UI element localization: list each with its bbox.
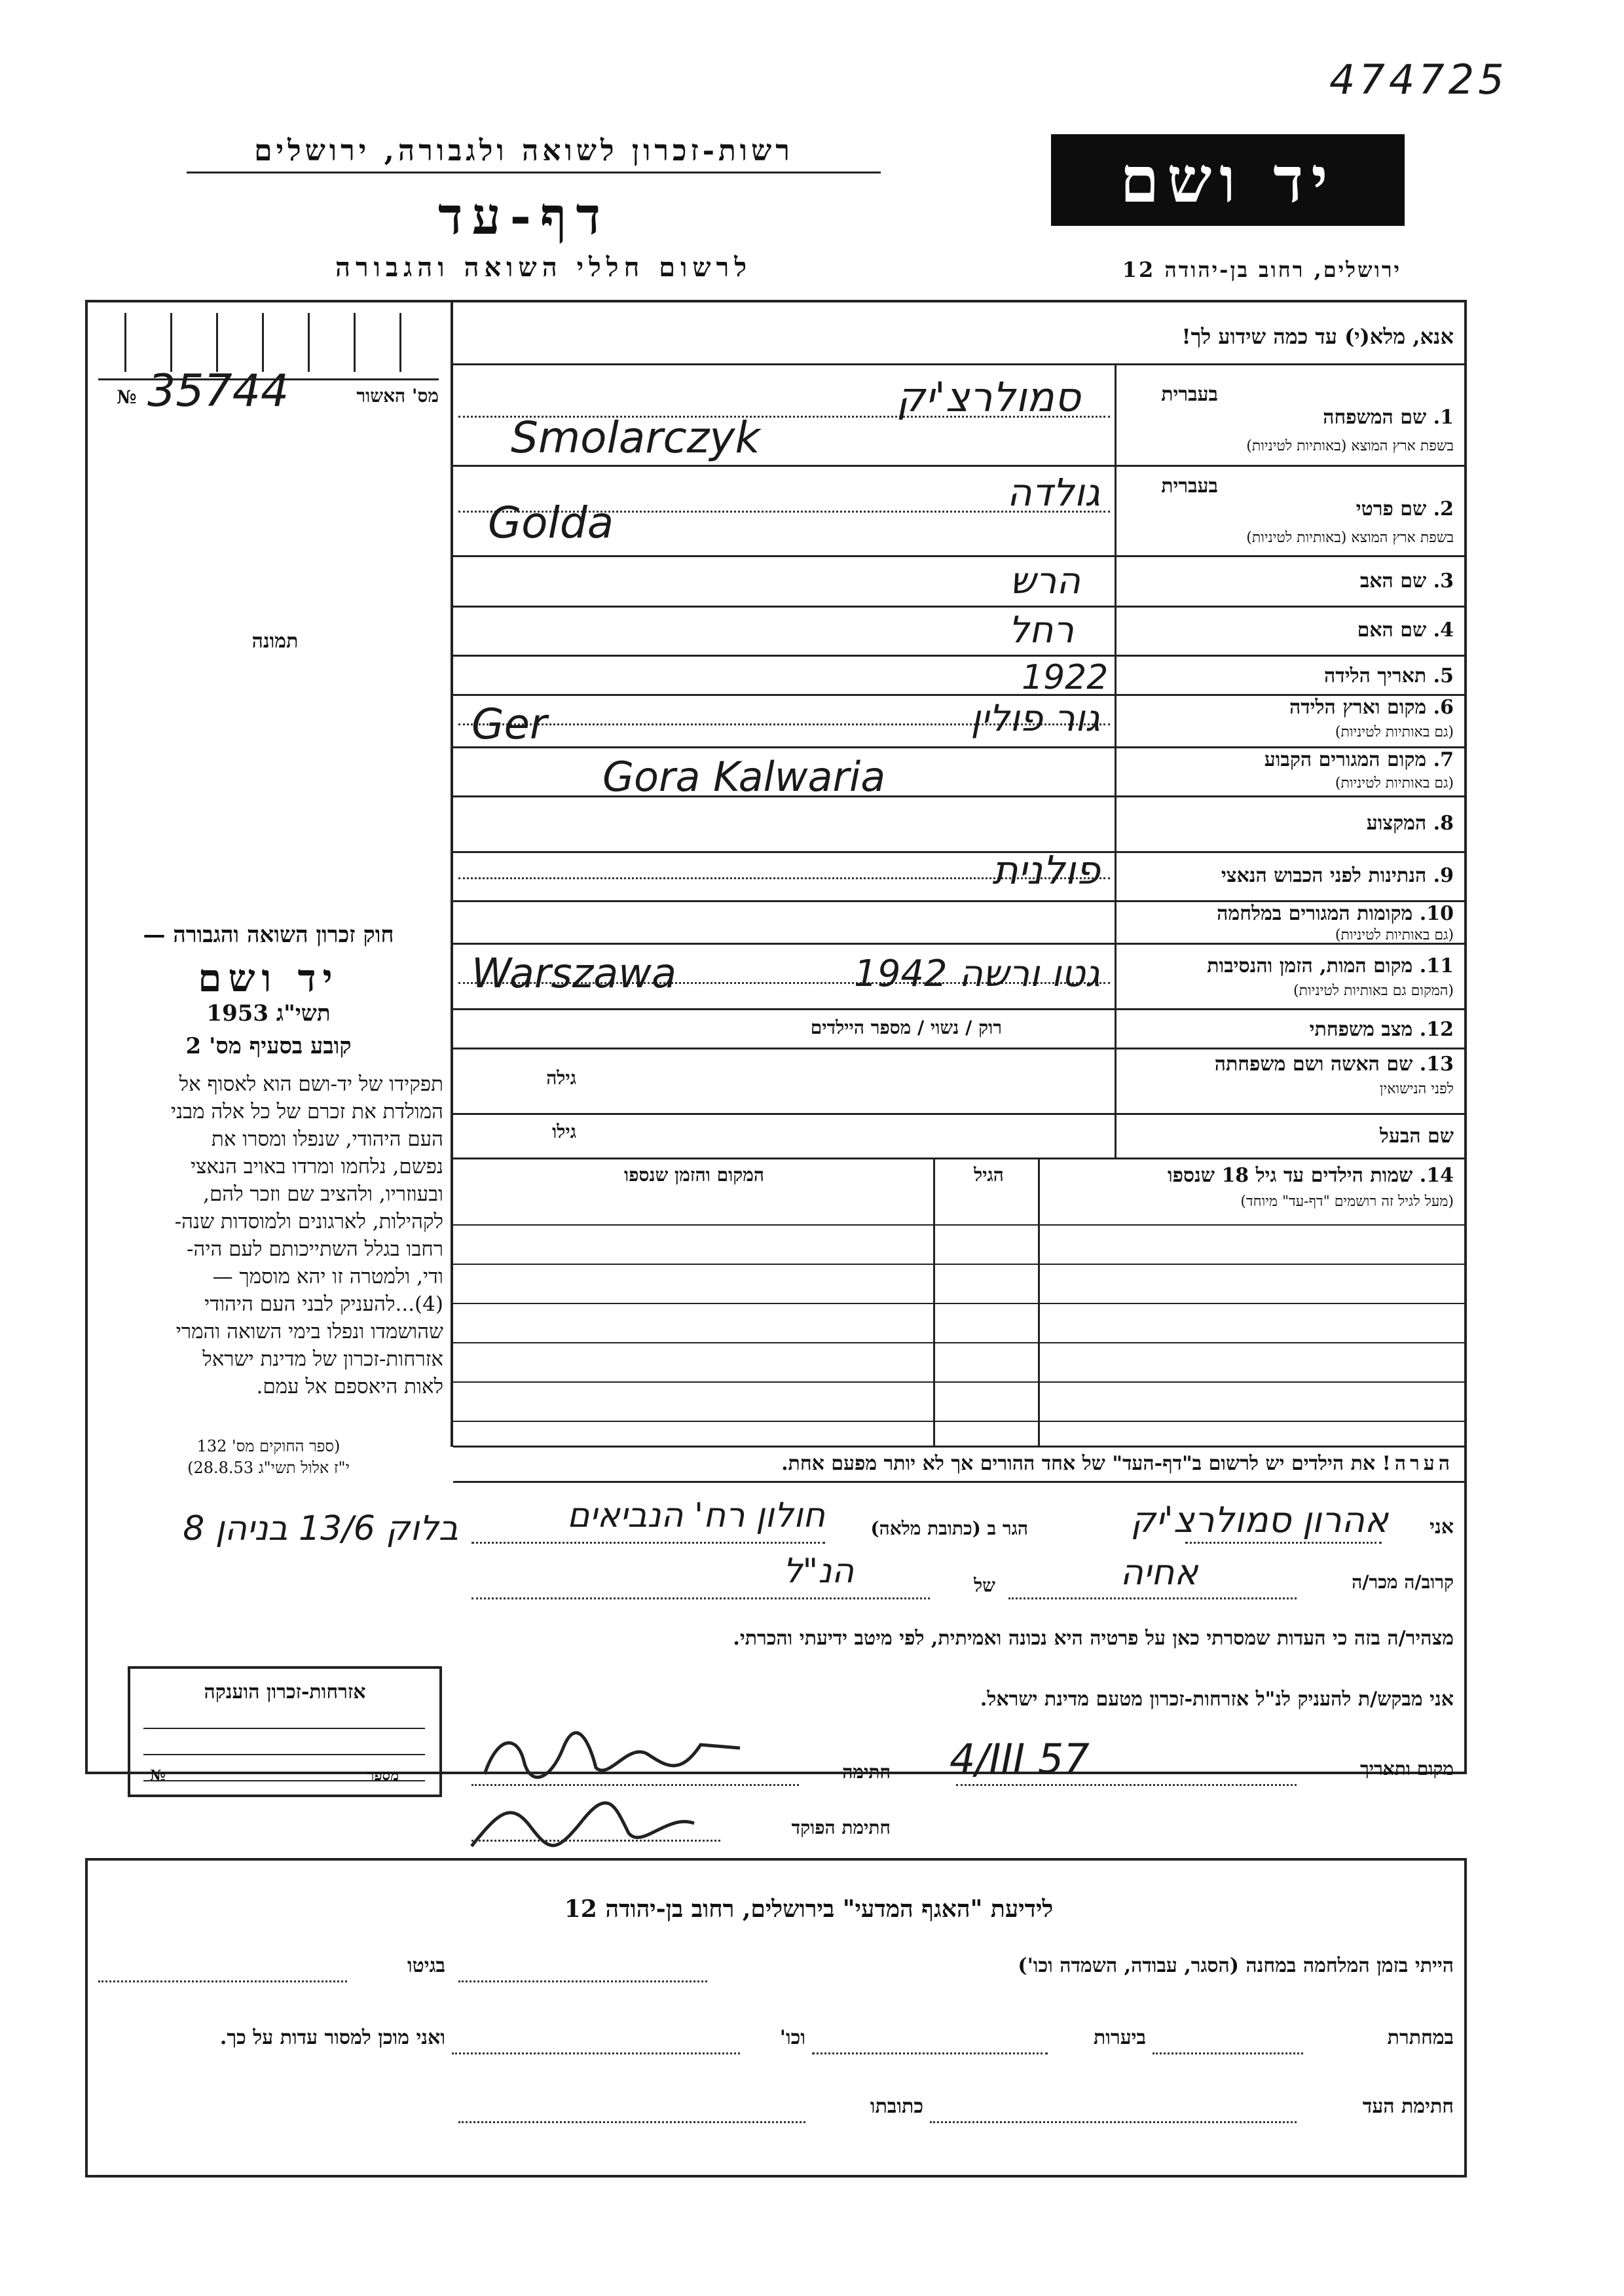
f7-label-text: מקום המגורים הקבוע (1264, 748, 1427, 771)
form-title: דף-עד (438, 187, 610, 246)
f7-num: 7. (1433, 748, 1454, 771)
footer-line1-b: בגיטו (407, 1954, 445, 1977)
law-ref-2: י"ז אלול תשי"ג 28.8.53) (187, 1459, 350, 1477)
decl-request-text: אני מבקש/ת להעניק לנ"ל אזרחות-זכרון מטעם מדינת ישראל. (980, 1688, 1454, 1711)
f10-label (1126, 902, 1454, 925)
row-rule (453, 655, 1467, 657)
decl-address-cont: בלוק 13/6 בניהן 8 (183, 1509, 458, 1548)
official-signature (458, 1787, 733, 1859)
f6-num: 6. (1433, 696, 1454, 719)
f13b-age-label: גילו (552, 1121, 576, 1142)
row-rule (453, 1048, 1467, 1049)
children-row (453, 1421, 1467, 1422)
f8-num: 8. (1433, 812, 1454, 835)
f14-label (1048, 1164, 1454, 1187)
footer-line2-a: במחתרת (1387, 2026, 1454, 2049)
f11-label-text: מקום המות, הזמן והנסיבות (1207, 955, 1413, 977)
f6-sub: (גם באותיות לטיניות) (1335, 724, 1454, 740)
footer-line2-dots-b (812, 2052, 1048, 2054)
law-text-line: (4)...להעניק לבני העם היהודי (204, 1292, 443, 1316)
f3-value: הרש (1010, 560, 1080, 602)
law-text-line: תפקידו של יד-ושם הוא לאסוף אל (179, 1072, 443, 1096)
f1-latin-value: Smolarczyk (511, 412, 760, 463)
footer-line2-dots-c (452, 2052, 740, 2054)
footer-line2-c: וכו' (779, 2026, 805, 2049)
law-text-line: ובעוזריו, ולהציב שם וזכר להם, (203, 1182, 443, 1206)
f13-age-label: גילה (546, 1067, 576, 1089)
note-prefix: הערה! (1382, 1452, 1454, 1475)
reg-number-sign: № (117, 386, 137, 408)
archive-number: 474725 (1329, 56, 1508, 103)
children-col-divider (1038, 1157, 1040, 1446)
logo-text: יד ושם (1120, 143, 1336, 217)
footer-line3-dots-b (458, 2121, 805, 2123)
law-text-line: שהושמדו ונפלו בימי השואה והמרי (175, 1320, 443, 1343)
f4-label (1179, 619, 1454, 642)
law-text-line: המולדת את זכרם של כל אלה מבני (170, 1100, 443, 1123)
citizenship-number-label: מספר (367, 1767, 399, 1784)
decl-of-line (471, 1597, 930, 1599)
f12-options: רוק / נשוי / מספר היילדים (810, 1017, 1002, 1038)
decl-address-value: חולון רח' הנביאים (566, 1496, 825, 1535)
f3-label (1179, 570, 1454, 592)
footer-title: לידיעת "האגף המדעי" בירושלים, רחוב בן-יהודה 12 (564, 1895, 1054, 1923)
f12-label (1179, 1018, 1454, 1041)
f3-num: 3. (1433, 570, 1454, 592)
photo-label: תמונה (251, 630, 299, 653)
f11-label (1126, 955, 1454, 977)
f5-value: 1922 (1022, 658, 1109, 697)
f7-label (1126, 748, 1454, 771)
row-rule (453, 465, 1467, 467)
f13-label-text: שם האשה ושם משפחתה (1214, 1053, 1413, 1076)
f1-heb-value: סמולרצ'יק (896, 373, 1080, 421)
f14-label-text: שמות הילדים עד גיל 18 שנספו (1167, 1164, 1413, 1187)
footer-line2-dots-a (1153, 2052, 1303, 2054)
decl-declare-text: מצהיר/ה בזה כי העדות שמסרתי כאן על פרטיה היא נכונה ואמיתית, לפי מיטב ידיעתי והכרתי. (733, 1627, 1454, 1650)
header-address: ירושלים, רחוב בן-יהודה 12 (1122, 257, 1401, 282)
f7-sub: (גם באותיות לטיניות) (1335, 775, 1454, 792)
f12-num: 12. (1419, 1018, 1454, 1041)
left-column-divider (451, 300, 453, 1447)
f6-label-text: מקום וארץ הלידה (1289, 696, 1427, 719)
row-rule (453, 1008, 1467, 1010)
row-rule (453, 606, 1467, 608)
f5-label-text: תאריך הלידה (1324, 665, 1427, 687)
row-rule (453, 1113, 1467, 1115)
f2-sub: בשפת ארץ המוצא (באותיות לטיניות) (1246, 530, 1454, 546)
f6-heb-value: גור פולין (970, 697, 1100, 740)
f5-num: 5. (1433, 665, 1454, 687)
f2-label-text: שם פרטי (1356, 498, 1427, 520)
note-line (453, 1481, 1467, 1483)
official-signature-label: חתימת הפוקד (791, 1817, 891, 1838)
footer-line1-a: הייתי בזמן המלחמה במחנה (הסגר, עבודה, השמדה וכו') (1018, 1954, 1454, 1977)
f9-num: 9. (1433, 864, 1454, 887)
decl-relation-value: אחיה (1120, 1552, 1198, 1593)
f2-label (1231, 498, 1454, 520)
law-text-line: העם היהודי, שנפלו ומסרו את (211, 1127, 443, 1151)
decl-name-value: אהרון סמולרצ'יק (1130, 1499, 1388, 1540)
children-row (453, 1224, 1467, 1226)
f13-num: 13. (1419, 1053, 1454, 1076)
footer-line2-d: ואני מוכן למסור עדות על כך. (219, 2026, 445, 2049)
intro-text: אנא, מלא(י) עד כמה שידוע לך! (1181, 324, 1454, 349)
footer-line2-b: ביערות (1093, 2026, 1146, 2049)
note-text: את הילדים יש לרשום ב"דף-העד" של אחד ההורים אך לא יותר מפעם אחת. (781, 1452, 1376, 1475)
f4-num: 4. (1433, 619, 1454, 642)
f4-value: רחל (1008, 609, 1074, 651)
f9-label (1126, 864, 1454, 887)
yad-vashem-logo (1051, 134, 1405, 226)
f13b-label: שם הבעל (1379, 1125, 1454, 1148)
f6-label (1126, 696, 1454, 719)
note (458, 1452, 1454, 1475)
decl-address-line (471, 1542, 825, 1544)
footer-line1-end-dots (98, 1980, 347, 1982)
f11-num: 11. (1419, 955, 1454, 977)
law-title: חוק זכרון השואה והגבורה — (143, 922, 394, 948)
f5-label (1179, 665, 1454, 687)
law-text-line: נפשם, נלחמו ומרדו באויב הנאצי (191, 1155, 443, 1178)
f8-label-text: המקצוע (1366, 812, 1427, 835)
f1-sub: בשפת ארץ המוצא (באותיות לטיניות) (1246, 438, 1454, 454)
law-text-line: רחבו בגלל השתייכותם לעם היה- (187, 1237, 443, 1261)
footer-line3-a: חתימת העד (1362, 2095, 1454, 2118)
children-row (453, 1264, 1467, 1265)
row-rule (453, 555, 1467, 557)
f6-latin-value: Ger (471, 701, 547, 749)
law-ref-1: (ספר החוקים מס' 132 (196, 1437, 341, 1455)
law-text (93, 1070, 443, 1400)
f9-value: פולנית (992, 848, 1100, 894)
f1-label (1231, 406, 1454, 429)
law-text-line: אזרחות-זכרון של מדינת ישראל (202, 1347, 443, 1371)
children-row (453, 1381, 1467, 1383)
authority-title: רשות-זכרון לשואה ולגבורה, ירושלים (254, 134, 794, 168)
decl-of-value: הנ"ל (783, 1552, 855, 1591)
citizenship-box-line (143, 1728, 425, 1729)
decl-of-label: של (974, 1575, 995, 1596)
f13-label (1126, 1053, 1454, 1076)
f1-num: 1. (1433, 406, 1454, 429)
law-logo: יד ושם (198, 956, 339, 1000)
f11-sub: (המקום גם באותיות לטיניות) (1293, 983, 1454, 999)
decl-resident-label: הגר ב (כתובת מלאה) (870, 1518, 1028, 1539)
decl-name-line (1185, 1542, 1382, 1544)
law-year: תשי"ג 1953 (206, 1000, 331, 1027)
decl-date-line (956, 1784, 1297, 1786)
reg-number-label: מס' האשור (356, 385, 439, 407)
f10-label-text: מקומות המגורים במלחמה (1217, 902, 1413, 925)
label-divider (1115, 363, 1116, 1159)
footer-line1-dots (458, 1980, 707, 1982)
citizenship-box-line (143, 1754, 425, 1755)
decl-relative-label: קרוב/ה מכר/ה (1352, 1571, 1454, 1593)
law-text-line: לאות היאספם אל עמם. (256, 1375, 443, 1398)
f10-sub: (גם באותיות לטיניות) (1335, 927, 1454, 943)
f2-latin-value: Golda (488, 498, 614, 548)
reg-number-value: 35744 (147, 365, 289, 417)
f12-label-text: מצב משפחתי (1309, 1018, 1413, 1041)
decl-date-value: 4/III 57 (950, 1735, 1090, 1783)
row-rule (453, 1157, 1467, 1159)
f14-sub: (מעל לגיל זה רושמים "דף-עד" מיוחד) (1240, 1194, 1454, 1210)
f10-num: 10. (1419, 902, 1454, 925)
witness-signature (478, 1728, 753, 1787)
children-table-bottom (453, 1446, 1467, 1448)
decl-signature-label: חתימה (842, 1761, 891, 1783)
decl-i-label: אני (1430, 1516, 1454, 1539)
f14-col-place: המקום והזמן שנספו (624, 1164, 764, 1186)
f14-col-age: הגיל (974, 1164, 1004, 1186)
f3-label-text: שם האב (1359, 570, 1427, 592)
f2-heb-value: גולדה (1006, 470, 1100, 515)
intro-line (453, 363, 1467, 365)
children-row (453, 1303, 1467, 1304)
f2-hebrew-tag: בעברית (1161, 475, 1218, 498)
f1-label-text: שם המשפחה (1323, 406, 1427, 429)
f1-hebrew-tag: בעברית (1161, 383, 1218, 406)
form-subtitle: לרשום חללי השואה והגבורה (335, 252, 752, 283)
f11-heb-value: גטו ורשה 1942 (854, 953, 1100, 995)
citizenship-box (128, 1666, 442, 1797)
f13-sub: לפני הנישואין (1379, 1081, 1454, 1097)
footer-line3-dots-a (930, 2121, 1297, 2123)
f9-label-text: הנתינות לפני הכבוש הנאצי (1221, 864, 1427, 887)
f11-latin-value: Warszawa (471, 949, 676, 997)
decl-place-date-label: מקום ותאריך (1359, 1758, 1454, 1779)
law-clause: קובע בסעיף מס' 2 (185, 1033, 352, 1059)
children-row (453, 1342, 1467, 1343)
citizenship-box-title: אזרחות-זכרון הוענקה (204, 1681, 366, 1704)
f7-value: Gora Kalwaria (602, 753, 886, 801)
f8-label (1179, 812, 1454, 835)
footer-line3-b: כתובתו (870, 2095, 923, 2118)
f14-num: 14. (1419, 1164, 1454, 1187)
f2-num: 2. (1433, 498, 1454, 520)
children-col-divider (933, 1157, 935, 1446)
f4-label-text: שם האם (1357, 619, 1427, 642)
authority-underline (187, 172, 881, 173)
law-text-line: לקהילות, לארגונים ולמוסדות שנה- (174, 1210, 443, 1233)
decl-relation-line (1008, 1597, 1297, 1599)
citizenship-number-sign: № (150, 1767, 166, 1784)
law-text-line: ודי, ולמטרה זו יהא מוסמך — (212, 1265, 443, 1288)
